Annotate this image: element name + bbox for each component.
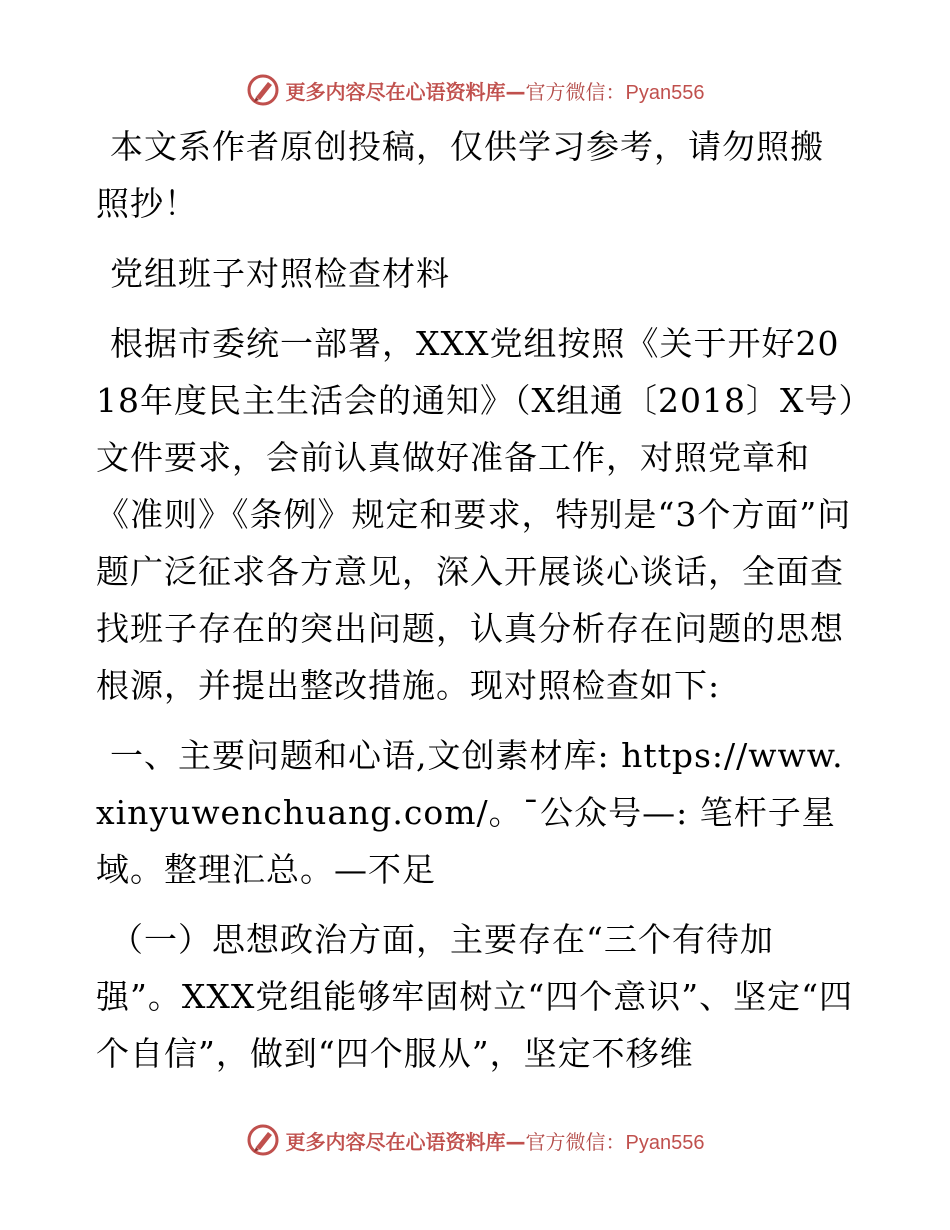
banner-wechat-handle: Pyan556: [625, 81, 705, 104]
header-banner: [0, 70, 950, 110]
banner-contact-label: 官方微信：: [525, 79, 626, 104]
banner-dash: —: [505, 1129, 526, 1154]
pen-logo-icon: [246, 1123, 280, 1157]
disclaimer-paragraph: 本文系作者原创投稿，仅供学习参考，请勿照搬照抄！: [96, 127, 824, 223]
banner-text: [286, 1126, 705, 1155]
section-heading-paragraph: 一、主要问题和心语,文创素材库: https://www.xinyuwenchuang.com/。¯公众号—: 笔杆子星域。整理汇总。—不足: [96, 736, 844, 889]
intro-paragraph: 根据市委统一部署，XXX党组按照《关于开好2018年度民主生活会的通知》（X组通〔2018〕X号）文件要求，会前认真做好准备工作，对照党章和《准则》《条例》规定和要求，特别是“3个方面”问题广泛征求各方意见，深入开展谈心谈话，全面查找班子存在的突出问题，认真分析存在问题的思想根源，并提出整改措施。现对照检查如下:: [96, 324, 856, 705]
subsection-paragraph: （一）思想政治方面，主要存在“三个有待加强”。XXX党组能够牢固树立“四个意识”、坚定“四个自信”，做到“四个服从”，坚定不移维: [96, 920, 853, 1073]
banner-dash: —: [505, 79, 526, 104]
document-body: [96, 118, 856, 1095]
banner-title: 更多内容尽在心语资料库: [285, 1129, 506, 1154]
banner-text: [286, 76, 705, 105]
banner-wechat-handle: Pyan556: [625, 1131, 705, 1154]
footer-banner: [0, 1120, 950, 1160]
document-title: 党组班子对照检查材料: [110, 254, 450, 293]
banner-title: 更多内容尽在心语资料库: [285, 79, 506, 104]
banner-contact-label: 官方微信：: [525, 1129, 626, 1154]
pen-logo-icon: [246, 73, 280, 107]
